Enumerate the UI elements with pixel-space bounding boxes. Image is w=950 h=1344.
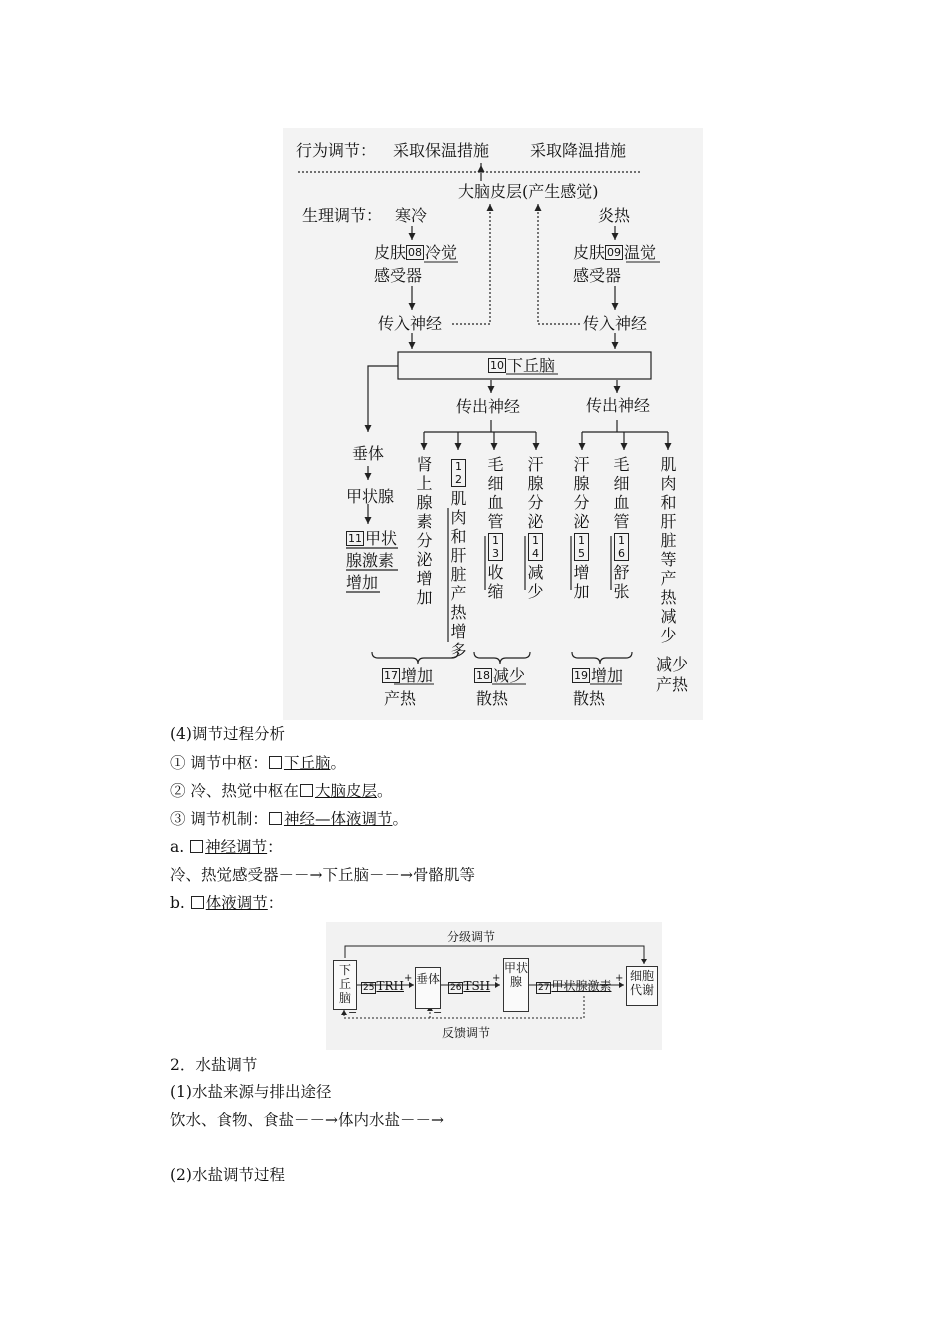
afferent-left: 传入神经 (378, 314, 443, 333)
cerebral-cortex: 大脑皮层(产生感觉) (458, 182, 599, 201)
hypothalamus-node: 下丘脑 (333, 960, 357, 1010)
heat-production-1: 产热 (384, 689, 417, 708)
capillary-dilate: 毛细血管 16 舒张 (613, 455, 630, 601)
pituitary: 垂体 (352, 444, 385, 463)
efferent-left: 传出神经 (456, 397, 521, 416)
feedback-regulation-label: 反馈调节 (442, 1026, 491, 1040)
item-3: ③ 调节机制： 神经—体液调节。 (170, 810, 408, 828)
blank-14: 14 (528, 533, 543, 561)
th-label: 27 甲状腺激素 (538, 979, 612, 993)
blank-16: 16 (614, 533, 629, 561)
cold-stimulus: 寒冷 (395, 206, 428, 225)
blank-17: 17 (384, 669, 398, 682)
blank-25: 25 (363, 983, 375, 993)
warm-measures: 采取保温措施 (393, 141, 490, 160)
plus-2: + (492, 973, 501, 984)
result-18: 18 减少 (476, 666, 526, 685)
warm-receptor-line2: 感受器 (573, 266, 622, 285)
water-salt-chain: 饮水、食物、食盐－－→体内水盐－－→ (170, 1111, 444, 1129)
cold-receptor: 皮肤 08 冷觉 (374, 243, 458, 262)
thyroid-hormone-1: 11 甲状 (348, 529, 398, 548)
blank-10: 10 (490, 359, 504, 372)
cold-receptor-line2: 感受器 (374, 266, 423, 285)
heat-loss-2: 散热 (573, 689, 606, 708)
blank-18: 18 (476, 669, 490, 682)
section-2-1: (1)水盐来源与排出途径 (170, 1083, 332, 1101)
section-2-title: 2．水盐调节 (170, 1056, 258, 1074)
item-b: b. 体液调节： (170, 894, 284, 912)
blank-26: 26 (450, 983, 462, 993)
pituitary-node: 垂体 (415, 967, 441, 1009)
result-decrease: 减少 (656, 655, 689, 674)
result-19: 19 增加 (574, 666, 624, 685)
section-2-2: (2)水盐调节过程 (170, 1166, 285, 1184)
thyroid-hormone-3: 增加 (346, 573, 379, 592)
plus-3: + (615, 973, 624, 984)
blank-19: 19 (574, 669, 588, 682)
blank-11: 11 (348, 532, 362, 545)
blank-27: 27 (538, 983, 550, 993)
capillary-contract: 毛细血管 13 收缩 (487, 455, 504, 601)
muscle-liver-down: 肌肉和肝脏等产热减少 (660, 455, 677, 645)
thyroid-node: 甲状腺 (503, 958, 529, 1012)
warm-receptor: 皮肤 09 温觉 (573, 243, 657, 262)
behavior-label: 行为调节： (296, 141, 377, 160)
cool-measures: 采取降温措施 (530, 141, 627, 160)
cell-metabolism-node: 细胞代谢 (626, 966, 658, 1006)
sweat-decrease: 汗腺分泌 14 减少 (527, 455, 544, 601)
blank-08: 08 (408, 246, 423, 259)
item-1: ① 调节中枢： 下丘脑。 (170, 754, 346, 772)
item-a: a. 神经调节： (170, 838, 283, 856)
blank-15: 15 (574, 533, 589, 561)
sweat-increase: 汗腺分泌 15 增加 (573, 455, 590, 601)
efferent-right: 传出神经 (586, 396, 651, 415)
plus-1: + (404, 973, 413, 984)
blank-13: 13 (488, 533, 503, 561)
graded-regulation-label: 分级调节 (447, 930, 496, 944)
thyroid: 甲状腺 (346, 487, 395, 506)
item-2: ② 冷、热觉中枢在 大脑皮层。 (170, 782, 393, 800)
result-17: 17 增加 (384, 666, 434, 685)
afferent-right: 传入神经 (583, 314, 648, 333)
trh-label: 25 TRH (363, 979, 404, 993)
physio-label: 生理调节： (302, 206, 383, 225)
heat-production-2: 产热 (656, 675, 689, 694)
hot-stimulus: 炎热 (598, 206, 631, 225)
thyroid-hormone-2: 腺激素 (346, 551, 395, 570)
minus-1: − (348, 1006, 358, 1019)
minus-2: − (433, 1006, 443, 1019)
section-4-title: (4)调节过程分析 (170, 725, 285, 743)
blank-09: 09 (607, 246, 622, 259)
adrenaline-increase: 肾上腺素分泌增加 (416, 455, 433, 607)
muscle-liver-up: 12 肌肉和肝脏产热增多 (450, 460, 467, 660)
neural-chain: 冷、热觉感受器－－→下丘脑－－→骨骼肌等 (170, 866, 475, 884)
hypothalamus-box: 10 下丘脑 (490, 356, 556, 375)
blank-12: 12 (451, 459, 466, 487)
tsh-label: 26 TSH (450, 979, 491, 993)
heat-loss-1: 散热 (476, 689, 509, 708)
